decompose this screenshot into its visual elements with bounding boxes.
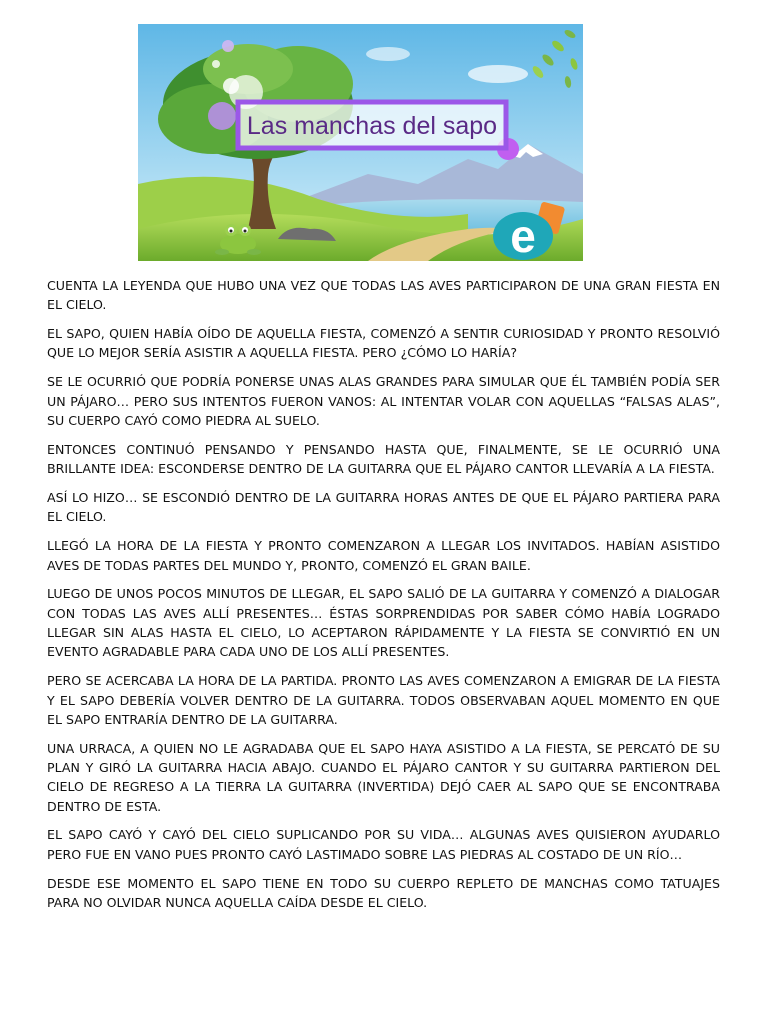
bubble (208, 102, 236, 130)
story-paragraph: EL SAPO CAYÓ Y CAYÓ DEL CIELO SUPLICANDO POR SU VIDA… ALGUNAS AVES QUISIERON AYUDARLO PERO FUE EN VANO PUES PRONTO CAYÓ LASTIMADO SOBRE LAS PIEDRAS AL COSTADO DE UN RÍO… (47, 827, 720, 862)
story-paragraph: SE LE OCURRIÓ QUE PODRÍA PONERSE UNAS ALAS GRANDES PARA SIMULAR QUE ÉL TAMBIÉN PODÍA SER UN PÁJARO… PERO SUS INTENTOS FUERON VANOS: AL INTENTAR VOLAR CON AQUELLAS “FALSAS ALAS”, SU CUERPO CAYÓ COMO PIEDRA AL SUELO. (47, 374, 720, 428)
story-paragraph: LLEGÓ LA HORA DE LA FIESTA Y PRONTO COMENZARON A LLEGAR LOS INVITADOS. HABÍAN ASISTIDO AVES DE TODAS PARTES DEL MUNDO Y, PRONTO, COMENZÓ EL GRAN BAILE. (47, 538, 720, 573)
cloud (468, 65, 528, 83)
bubble (222, 40, 234, 52)
landscape-illustration (138, 24, 583, 261)
svg-text:e: e (510, 210, 536, 261)
story-paragraph: UNA URRACA, A QUIEN NO LE AGRADABA QUE EL SAPO HAYA ASISTIDO A LA FIESTA, SE PERCATÓ DE SU PLAN Y GIRÓ LA GUITARRA HACIA ABAJO. CUANDO EL PÁJARO CANTOR Y SU GUITARRA PARTIERON DEL CIELO DE REGRESO A LA TIERRA LA GUITARRA (INVERTIDA) DEJÓ CAER AL SAPO QUE SE ENCONTRABA DENTRO DE ESTA. (47, 740, 720, 814)
story-paragraph: PERO SE ACERCABA LA HORA DE LA PARTIDA. PRONTO LAS AVES COMENZARON A EMIGRAR DE LA FIESTA Y EL SAPO DEBERÍA VOLVER DENTRO DE LA GUITARRA. TODOS OBSERVABAN AQUEL MOMENTO EN QUE EL SAPO ENTRARÍA DENTRO DE LA GUITARRA. (47, 673, 720, 727)
story-paragraph: ENTONCES CONTINUÓ PENSANDO Y PENSANDO HASTA QUE, FINALMENTE, SE LE OCURRIÓ UNA BRILLANTE IDEA: ESCONDERSE DENTRO DE LA GUITARRA QUE EL PÁJARO CANTOR LLEVARÍA A LA FIESTA. (47, 441, 720, 477)
bubble (212, 60, 220, 68)
story-paragraph: EL SAPO, QUIEN HABÍA OÍDO DE AQUELLA FIESTA, COMENZÓ A SENTIR CURIOSIDAD Y PRONTO RESOLVIÓ QUE LO MEJOR SERÍA ASISTIR A AQUELLA FIESTA. PERO ¿CÓMO LO HARÍA? (47, 326, 720, 361)
story-banner (138, 24, 583, 261)
cloud (366, 47, 410, 61)
story-paragraph: DESDE ESE MOMENTO EL SAPO TIENE EN TODO SU CUERPO REPLETO DE MANCHAS COMO TATUAJES PARA NO OLVIDAR NUNCA AQUELLA CAÍDA DESDE EL CIELO. (47, 875, 720, 910)
bubble (223, 78, 239, 94)
story-text (47, 276, 720, 922)
story-paragraph: ASÍ LO HIZO… SE ESCONDIÓ DENTRO DE LA GUITARRA HORAS ANTES DE QUE EL PÁJARO PARTIERA PARA EL CIELO. (47, 490, 720, 525)
story-paragraph: CUENTA LA LEYENDA QUE HUBO UNA VEZ QUE TODAS LAS AVES PARTICIPARON DE UNA GRAN FIESTA EN EL CIELO. (47, 278, 720, 313)
story-paragraph: LUEGO DE UNOS POCOS MINUTOS DE LLEGAR, EL SAPO SALIÓ DE LA GUITARRA Y COMENZÓ A DIALOGAR CON TODAS LAS AVES ALLÍ PRESENTES… ÉSTAS SORPRENDIDAS POR SABER CÓMO HABÍA LOGRADO LLEGAR SIN ALAS HASTA EL CIELO, LO ACEPTARON RÁPIDAMENTE Y LA FIESTA SE CONVIRTIÓ EN UN EVENTO AGRADABLE PARA CADA UNO DE LOS ALLÍ PRESENTES. (47, 586, 720, 660)
banner-title: Las manchas del sapo (246, 112, 498, 140)
